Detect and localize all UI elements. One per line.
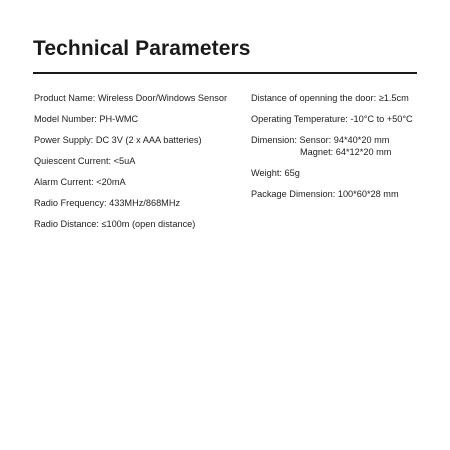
spec-value: -10°C to +50°C (350, 114, 413, 124)
spec-radio-distance (34, 218, 244, 230)
spec-product-name (34, 92, 244, 104)
spec-label: Package Dimension: (251, 189, 336, 199)
spec-door-opening-distance (251, 92, 441, 104)
title-divider (33, 72, 417, 74)
spec-value: <5uA (113, 156, 136, 166)
spec-dimension (251, 134, 441, 158)
spec-value: ≥1.5cm (378, 93, 409, 103)
spec-value-second-line: Magnet: 64*12*20 mm (300, 147, 392, 157)
spec-label: Product Name: (34, 93, 96, 103)
spec-alarm-current (34, 176, 244, 188)
spec-value: Sensor: 94*40*20 mm (299, 135, 390, 145)
spec-label: Radio Frequency: (34, 198, 107, 208)
spec-value: ≤100m (open distance) (101, 219, 196, 229)
spec-label: Alarm Current: (34, 177, 94, 187)
spec-label: Distance of openning the door: (251, 93, 377, 103)
spec-package-dimension (251, 188, 441, 200)
page-title: Technical Parameters (33, 37, 251, 60)
spec-label: Operating Temperature: (251, 114, 348, 124)
spec-value: PH-WMC (99, 114, 139, 124)
spec-label: Power Supply: (34, 135, 94, 145)
left-spec-column (34, 92, 244, 239)
spec-label: Radio Distance: (34, 219, 99, 229)
spec-value: <20mA (96, 177, 126, 187)
spec-label: Quiescent Current: (34, 156, 112, 166)
spec-model-number (34, 113, 244, 125)
spec-weight (251, 167, 441, 179)
spec-value: 65g (284, 168, 300, 178)
spec-label: Weight: (251, 168, 282, 178)
spec-operating-temperature (251, 113, 441, 125)
spec-value: 433MHz/868MHz (109, 198, 181, 208)
spec-value: 100*60*28 mm (337, 189, 399, 199)
spec-power-supply (34, 134, 244, 146)
right-spec-column (251, 92, 441, 209)
spec-value: DC 3V (2 x AAA batteries) (95, 135, 202, 145)
spec-value: Wireless Door/Windows Sensor (97, 93, 228, 103)
spec-label: Model Number: (34, 114, 97, 124)
spec-radio-frequency (34, 197, 244, 209)
spec-quiescent-current (34, 155, 244, 167)
spec-label: Dimension: (251, 135, 297, 145)
